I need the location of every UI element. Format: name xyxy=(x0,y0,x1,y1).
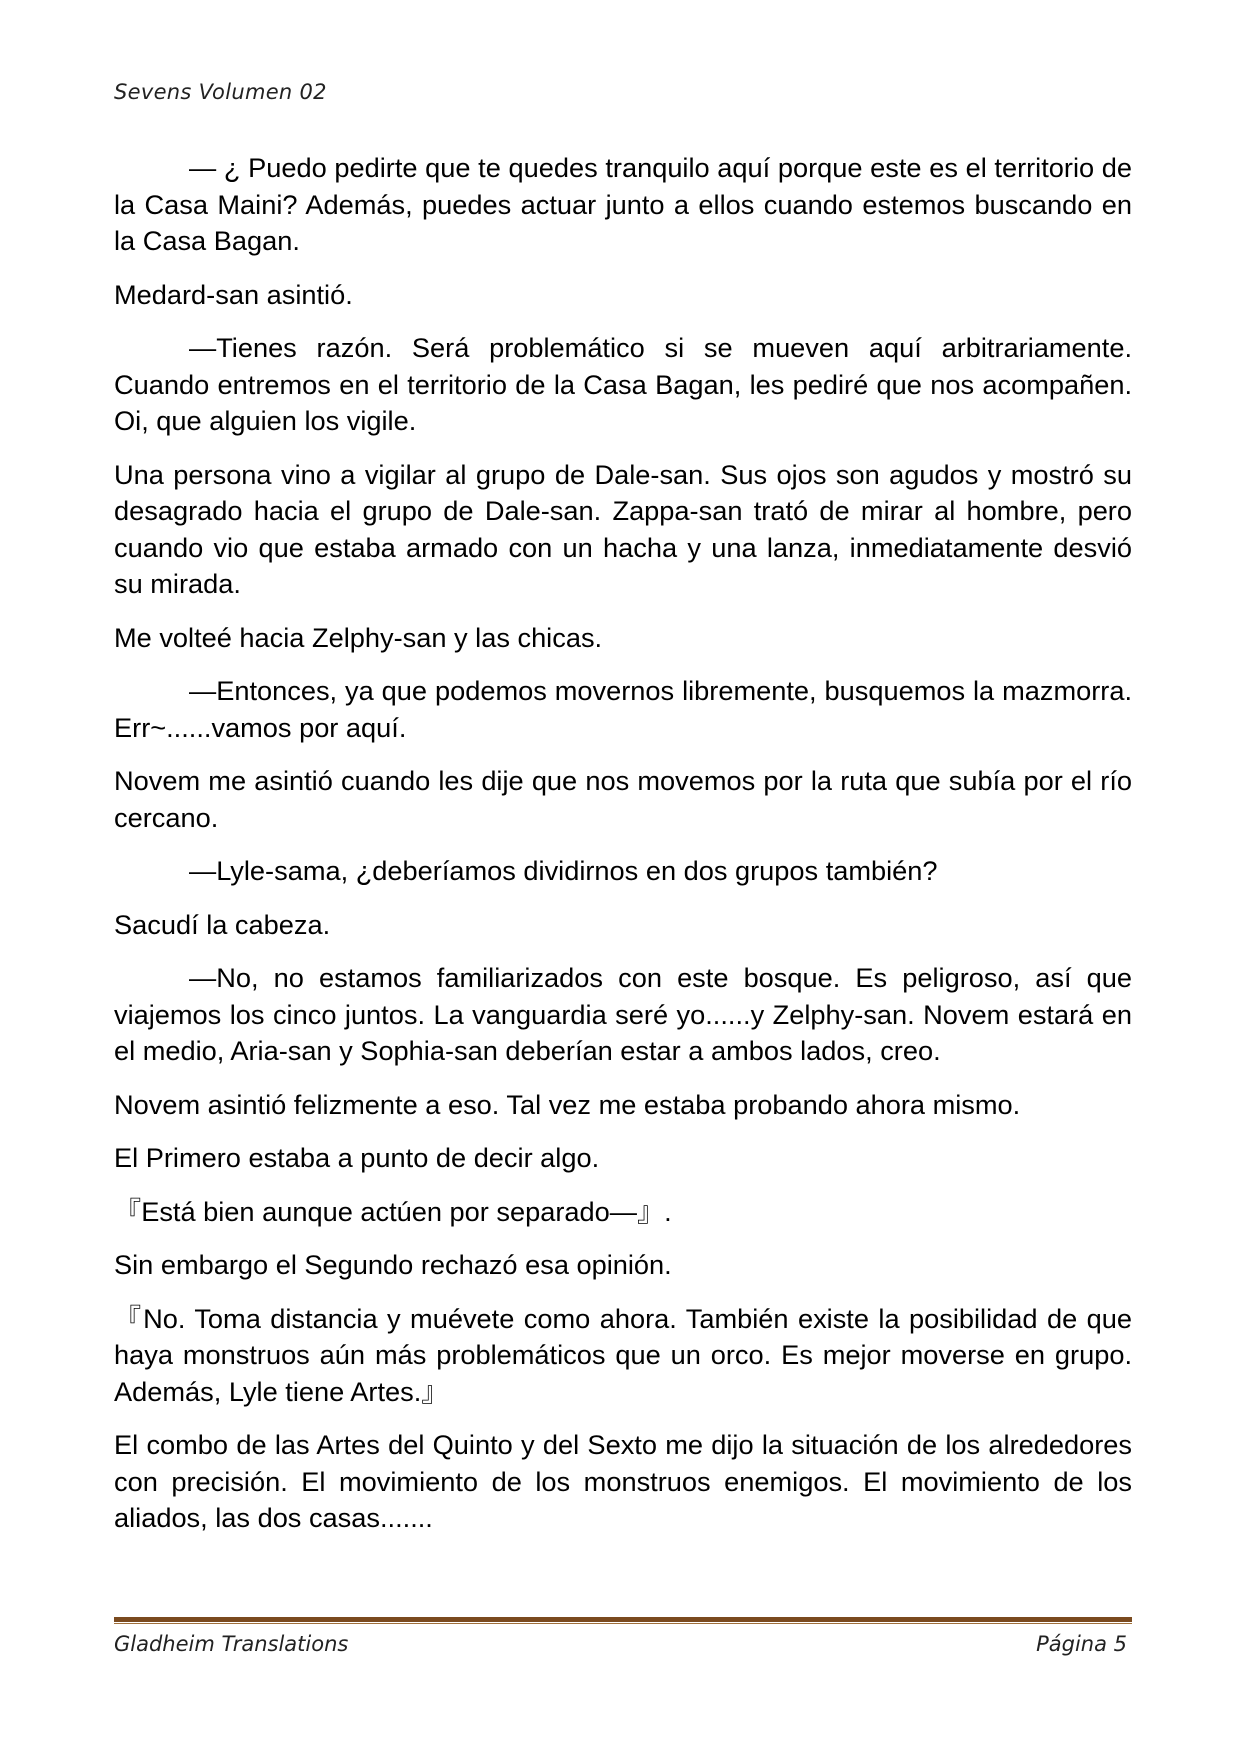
footer-credit: Gladheim Translations xyxy=(114,1632,349,1656)
paragraph: El combo de las Artes del Quinto y del Sexto me dijo la situación de los alrededores con precisión. El movimiento de los monstruos enemigos. El movimiento de los aliados, las dos casas....... xyxy=(114,1429,1132,1533)
paragraph: Sin embargo el Segundo rechazó esa opinión. xyxy=(114,1249,672,1280)
paragraph: —Tienes razón. Será problemático si se mueven aquí arbitrariamente. Cuando entremos en el territorio de la Casa Bagan, les pediré que nos acompañen. Oi, que alguien los vigile. xyxy=(114,332,1132,436)
paragraph: —Entonces, ya que podemos movernos libremente, busquemos la mazmorra. Err~......vamos por aquí. xyxy=(114,675,1132,743)
paragraph: Me volteé hacia Zelphy-san y las chicas. xyxy=(114,621,603,653)
paragraph: Novem asintió felizmente a eso. Tal vez me estaba probando ahora mismo. xyxy=(114,1088,1021,1120)
paragraph: —Lyle-sama, ¿deberíamos dividirnos en dos grupos también? xyxy=(189,855,938,886)
paragraph: Novem me asintió cuando les dije que nos movemos por la ruta que subía por el río cercano. xyxy=(114,765,1132,833)
body-text xyxy=(114,150,1132,1554)
paragraph: —No, no estamos familiarizados con este bosque. Es peligroso, así que viajemos los cinco juntos. La vanguardia seré yo......y Zelphy-san. Novem estará en el medio, Aria-san y Sophia-san deberían estar a ambos lados, creo. xyxy=(114,962,1132,1066)
paragraph: Una persona vino a vigilar al grupo de Dale-san. Sus ojos son agudos y mostró su desagrado hacia el grupo de Dale-san. Zappa-san trató de mirar al hombre, pero cuando vio que estaba armado con un hacha y una lanza, inmediatamente desvió su mirada. xyxy=(114,458,1132,599)
paragraph: — ¿ Puedo pedirte que te quedes tranquilo aquí porque este es el territorio de la Casa Maini? Además, puedes actuar junto a ellos cuando estemos buscando en la Casa Bagan. xyxy=(114,152,1132,256)
footer-divider-thin xyxy=(114,1623,1132,1624)
paragraph: Sacudí la cabeza. xyxy=(114,908,331,940)
page-number: Página 5 xyxy=(1036,1632,1127,1656)
paragraph: El Primero estaba a punto de decir algo. xyxy=(114,1142,600,1173)
footer-divider xyxy=(114,1617,1132,1625)
paragraph: 『No. Toma distancia y muévete como ahora. También existe la posibilidad de que haya monstruos aún más problemáticos que un orco. Es mejor moverse en grupo. Además, Lyle tiene Artes.』 xyxy=(114,1302,1132,1407)
paragraph: 『Está bien aunque actúen por separado—』. xyxy=(114,1195,672,1227)
paragraph: Medard-san asintió. xyxy=(114,278,353,310)
running-header: Sevens Volumen 02 xyxy=(114,80,327,104)
footer-divider-thick xyxy=(114,1617,1132,1622)
